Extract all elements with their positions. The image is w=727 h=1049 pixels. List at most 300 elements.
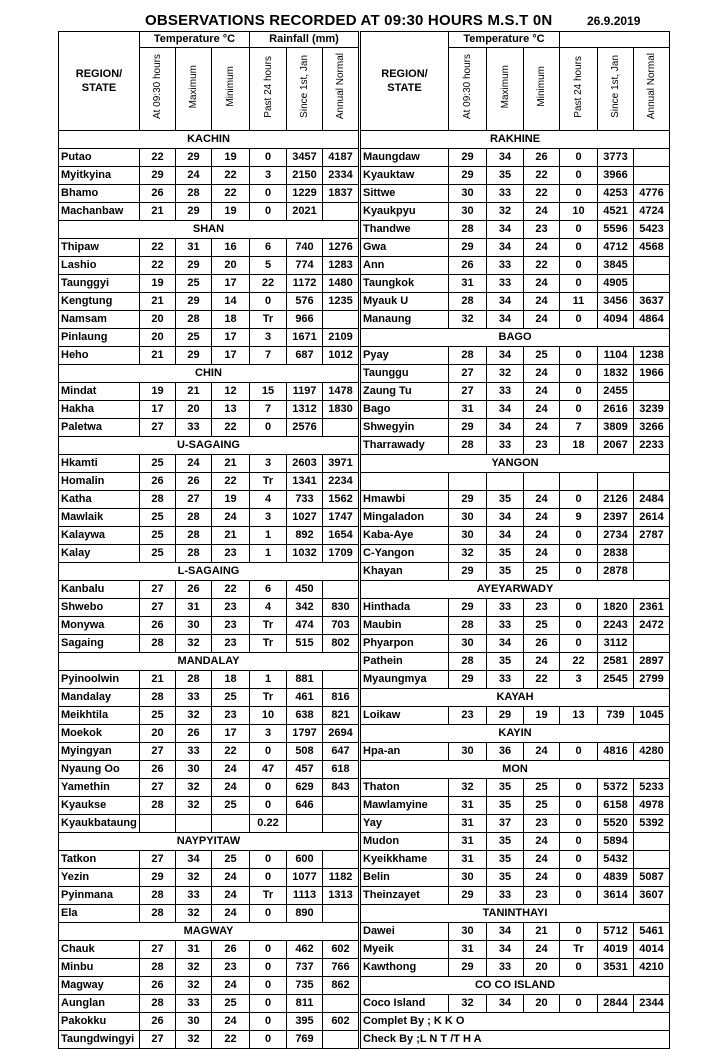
value-cell: 28 <box>449 347 487 365</box>
value-cell: 6158 <box>598 797 634 815</box>
value-cell: 2233 <box>634 437 670 455</box>
value-cell: 32 <box>487 203 524 221</box>
value-cell: 4864 <box>634 311 670 329</box>
value-cell: 24 <box>524 401 560 419</box>
station-name: Putao <box>59 149 140 167</box>
value-cell: 1032 <box>287 545 323 563</box>
value-cell: 862 <box>323 977 359 995</box>
column-header-label: At 09:30 hours <box>462 53 473 120</box>
value-cell: 28 <box>449 293 487 311</box>
value-cell: 33 <box>487 185 524 203</box>
station-name: Yamethin <box>59 779 140 797</box>
value-cell <box>323 797 359 815</box>
value-cell: 4724 <box>634 203 670 221</box>
value-cell: 26 <box>140 473 176 491</box>
station-name: Kawthong <box>361 959 449 977</box>
value-cell: 30 <box>176 617 212 635</box>
value-cell: 28 <box>140 887 176 905</box>
value-cell: 24 <box>524 311 560 329</box>
value-cell: 0 <box>250 203 287 221</box>
value-cell: 23 <box>212 707 250 725</box>
value-cell: 5372 <box>598 779 634 797</box>
value-cell: 31 <box>176 941 212 959</box>
table-row <box>59 383 670 401</box>
value-cell: 508 <box>287 743 323 761</box>
value-cell: 2484 <box>634 491 670 509</box>
value-cell: 0 <box>250 185 287 203</box>
table-row <box>59 671 670 689</box>
value-cell: 4253 <box>598 185 634 203</box>
value-cell: 32 <box>176 959 212 977</box>
table-row <box>59 275 670 293</box>
value-cell: 20 <box>140 311 176 329</box>
header-row-groups <box>59 32 670 48</box>
value-cell: 20 <box>140 725 176 743</box>
report-date: 26.9.2019 <box>587 14 641 28</box>
value-cell: 0 <box>250 869 287 887</box>
value-cell: Tr <box>250 617 287 635</box>
value-cell: 2472 <box>634 617 670 635</box>
station-name: Machanbaw <box>59 203 140 221</box>
value-cell: 33 <box>176 887 212 905</box>
table-row <box>59 761 670 779</box>
value-cell: 30 <box>449 185 487 203</box>
value-cell: 2021 <box>287 203 323 221</box>
station-name: Kyaukbataung <box>59 815 140 833</box>
value-cell: 0 <box>560 815 598 833</box>
value-cell: 28 <box>140 689 176 707</box>
value-cell: 28 <box>176 545 212 563</box>
value-cell: 24 <box>524 851 560 869</box>
value-cell: 0 <box>560 797 598 815</box>
table-row <box>59 239 670 257</box>
value-cell <box>323 671 359 689</box>
value-cell: Tr <box>560 941 598 959</box>
value-cell: 0 <box>560 167 598 185</box>
value-cell: 29 <box>176 293 212 311</box>
value-cell: 0 <box>560 959 598 977</box>
value-cell: 24 <box>212 887 250 905</box>
column-header-label: Minimum <box>225 66 236 107</box>
value-cell: 474 <box>287 617 323 635</box>
value-cell: 0 <box>560 383 598 401</box>
value-cell: 0 <box>250 293 287 311</box>
value-cell: 24 <box>524 239 560 257</box>
value-cell: 3 <box>250 455 287 473</box>
value-cell <box>487 473 524 491</box>
value-cell: 1197 <box>287 383 323 401</box>
station-name: Meikhtila <box>59 707 140 725</box>
value-cell: 618 <box>323 761 359 779</box>
value-cell: 646 <box>287 797 323 815</box>
value-cell: 1276 <box>323 239 359 257</box>
station-name: Mawlamyine <box>361 797 449 815</box>
value-cell: 32 <box>449 311 487 329</box>
value-cell: 25 <box>176 275 212 293</box>
table-row <box>59 545 670 563</box>
value-cell: 5392 <box>634 815 670 833</box>
station-name: Namsam <box>59 311 140 329</box>
column-header-label: Past 24 hours <box>262 55 274 118</box>
value-cell <box>634 833 670 851</box>
value-cell: 28 <box>176 311 212 329</box>
table-row <box>59 293 670 311</box>
value-cell: 34 <box>487 401 524 419</box>
value-cell: 33 <box>487 887 524 905</box>
value-cell: 22 <box>212 743 250 761</box>
value-cell: 0 <box>560 239 598 257</box>
value-cell: 2109 <box>323 329 359 347</box>
value-cell: 0 <box>560 563 598 581</box>
value-cell: 28 <box>140 635 176 653</box>
column-header <box>487 48 524 131</box>
station-name: Kalaywa <box>59 527 140 545</box>
value-cell: 20 <box>176 401 212 419</box>
value-cell: 17 <box>212 275 250 293</box>
table-row <box>59 455 670 473</box>
table-row <box>59 707 670 725</box>
region-header: REGION/ STATE <box>361 32 449 131</box>
section-header: L-SAGAING <box>59 563 359 581</box>
value-cell: 29 <box>449 599 487 617</box>
value-cell <box>140 815 176 833</box>
value-cell: 24 <box>176 455 212 473</box>
station-name: Sagaing <box>59 635 140 653</box>
station-name: Thipaw <box>59 239 140 257</box>
station-name: Dawei <box>361 923 449 941</box>
value-cell: 1478 <box>323 383 359 401</box>
value-cell: 25 <box>140 509 176 527</box>
value-cell: 576 <box>287 293 323 311</box>
value-cell: 22 <box>140 239 176 257</box>
value-cell: 35 <box>487 545 524 563</box>
section-header: AYEYARWADY <box>361 581 670 599</box>
station-name: Theinzayet <box>361 887 449 905</box>
station-name: Nyaung Oo <box>59 761 140 779</box>
section-header: BAGO <box>361 329 670 347</box>
column-header <box>560 48 598 131</box>
value-cell: 37 <box>487 815 524 833</box>
value-cell: 0 <box>560 221 598 239</box>
value-cell: 35 <box>487 491 524 509</box>
value-cell: 15 <box>250 383 287 401</box>
value-cell: 34 <box>487 923 524 941</box>
section-header: KACHIN <box>59 131 359 149</box>
value-cell: 28 <box>449 617 487 635</box>
value-cell: 0 <box>560 365 598 383</box>
value-cell: 4014 <box>634 941 670 959</box>
station-name: Pyinoolwin <box>59 671 140 689</box>
value-cell: 25 <box>212 851 250 869</box>
value-cell: 22 <box>212 419 250 437</box>
value-cell: 27 <box>449 383 487 401</box>
value-cell: 2361 <box>634 599 670 617</box>
station-name: Tharrawady <box>361 437 449 455</box>
station-name: Coco Island <box>361 995 449 1013</box>
value-cell: 5712 <box>598 923 634 941</box>
value-cell: 0 <box>250 851 287 869</box>
value-cell: 0 <box>250 149 287 167</box>
value-cell: 32 <box>176 905 212 923</box>
station-name: Myaungmya <box>361 671 449 689</box>
table-row <box>59 743 670 761</box>
station-name: Taungdwingyi <box>59 1031 140 1049</box>
value-cell: 395 <box>287 1013 323 1031</box>
report-title: OBSERVATIONS RECORDED AT 09:30 HOURS M.S.T 0N <box>145 12 553 29</box>
station-name: Lashio <box>59 257 140 275</box>
value-cell: 17 <box>212 347 250 365</box>
value-cell: 34 <box>487 995 524 1013</box>
value-cell: 18 <box>212 311 250 329</box>
value-cell: 892 <box>287 527 323 545</box>
table-row <box>59 959 670 977</box>
value-cell: 24 <box>212 869 250 887</box>
table-row <box>59 1031 670 1049</box>
value-cell: 29 <box>449 167 487 185</box>
value-cell: 0 <box>560 401 598 419</box>
value-cell: 0 <box>250 905 287 923</box>
section-header: YANGON <box>361 455 670 473</box>
value-cell: 20 <box>140 329 176 347</box>
value-cell: 0 <box>250 995 287 1013</box>
value-cell: 30 <box>449 509 487 527</box>
column-header <box>634 48 670 131</box>
value-cell: 21 <box>176 383 212 401</box>
table-row <box>59 1013 670 1031</box>
value-cell: 0 <box>250 977 287 995</box>
value-cell: 22 <box>140 257 176 275</box>
station-name: Maubin <box>361 617 449 635</box>
value-cell: 2897 <box>634 653 670 671</box>
column-header-label: Maximum <box>188 64 199 109</box>
value-cell: 24 <box>524 833 560 851</box>
table-row <box>59 527 670 545</box>
value-cell: 26 <box>176 473 212 491</box>
station-name: Minbu <box>59 959 140 977</box>
value-cell: 2234 <box>323 473 359 491</box>
station-name: Mudon <box>361 833 449 851</box>
table-row <box>59 563 670 581</box>
value-cell: 28 <box>176 527 212 545</box>
station-name: Monywa <box>59 617 140 635</box>
value-cell: 32 <box>176 977 212 995</box>
value-cell: 29 <box>449 887 487 905</box>
value-cell <box>634 545 670 563</box>
value-cell: 4521 <box>598 203 634 221</box>
station-name: Hakha <box>59 401 140 419</box>
value-cell <box>634 383 670 401</box>
section-header: MANDALAY <box>59 653 359 671</box>
value-cell: 3456 <box>598 293 634 311</box>
value-cell: 1027 <box>287 509 323 527</box>
station-name: Loikaw <box>361 707 449 725</box>
value-cell: 28 <box>140 959 176 977</box>
value-cell: 3 <box>250 509 287 527</box>
value-cell: 31 <box>449 851 487 869</box>
table-row <box>59 401 670 419</box>
value-cell: 0 <box>250 797 287 815</box>
value-cell: 1313 <box>323 887 359 905</box>
table-row <box>59 329 670 347</box>
value-cell: 1747 <box>323 509 359 527</box>
value-cell: 29 <box>176 347 212 365</box>
value-cell: 3966 <box>598 167 634 185</box>
value-cell: 0 <box>560 779 598 797</box>
value-cell: 1312 <box>287 401 323 419</box>
value-cell: 2799 <box>634 671 670 689</box>
value-cell: 29 <box>449 491 487 509</box>
value-cell: 7 <box>560 419 598 437</box>
value-cell: 35 <box>487 851 524 869</box>
value-cell: 0 <box>560 995 598 1013</box>
value-cell: 2243 <box>598 617 634 635</box>
value-cell: 5 <box>250 257 287 275</box>
value-cell: 24 <box>524 203 560 221</box>
station-name: Hinthada <box>361 599 449 617</box>
value-cell: 0 <box>560 743 598 761</box>
value-cell: 4568 <box>634 239 670 257</box>
station-name: Pathein <box>361 653 449 671</box>
section-header: RAKHINE <box>361 131 670 149</box>
value-cell: 2787 <box>634 527 670 545</box>
value-cell: 27 <box>140 419 176 437</box>
value-cell <box>323 1031 359 1049</box>
value-cell: 24 <box>524 365 560 383</box>
value-cell: 28 <box>140 995 176 1013</box>
value-cell: 31 <box>449 833 487 851</box>
value-cell: 32 <box>449 545 487 563</box>
station-name: Phyarpon <box>361 635 449 653</box>
value-cell: 47 <box>250 761 287 779</box>
value-cell: 21 <box>140 203 176 221</box>
value-cell: 31 <box>449 797 487 815</box>
value-cell: 25 <box>140 455 176 473</box>
value-cell: 25 <box>524 779 560 797</box>
value-cell: 4978 <box>634 797 670 815</box>
value-cell: 23 <box>449 707 487 725</box>
value-cell: 23 <box>524 815 560 833</box>
table-row <box>59 473 670 491</box>
value-cell: 22 <box>212 167 250 185</box>
value-cell: 0 <box>250 743 287 761</box>
station-name: Maungdaw <box>361 149 449 167</box>
value-cell: 4210 <box>634 959 670 977</box>
station-name: Manaung <box>361 311 449 329</box>
value-cell: 30 <box>449 923 487 941</box>
value-cell: 0 <box>560 617 598 635</box>
value-cell: 21 <box>140 671 176 689</box>
value-cell: 802 <box>323 635 359 653</box>
table-row <box>59 365 670 383</box>
value-cell: 0.22 <box>250 815 287 833</box>
value-cell: 24 <box>524 869 560 887</box>
station-name: Myitkyina <box>59 167 140 185</box>
section-header: CO CO ISLAND <box>361 977 670 995</box>
value-cell: Tr <box>250 689 287 707</box>
value-cell <box>323 815 359 833</box>
value-cell <box>323 995 359 1013</box>
value-cell: 2878 <box>598 563 634 581</box>
value-cell: 461 <box>287 689 323 707</box>
station-name: Thaton <box>361 779 449 797</box>
value-cell <box>598 473 634 491</box>
value-cell: 29 <box>140 167 176 185</box>
section-header: KAYAH <box>361 689 670 707</box>
value-cell: 21 <box>140 293 176 311</box>
station-name <box>361 473 449 491</box>
value-cell: 2126 <box>598 491 634 509</box>
value-cell: Tr <box>250 311 287 329</box>
station-name: Kyauktaw <box>361 167 449 185</box>
value-cell: 21 <box>212 527 250 545</box>
column-header-label: Past 24 hours <box>573 55 584 118</box>
value-cell: 3 <box>250 167 287 185</box>
column-header-label: Maximum <box>499 64 511 109</box>
value-cell: 4839 <box>598 869 634 887</box>
value-cell: 2603 <box>287 455 323 473</box>
station-name: Kyaukpyu <box>361 203 449 221</box>
station-name: Taunggyi <box>59 275 140 293</box>
value-cell: 23 <box>524 437 560 455</box>
value-cell: 1562 <box>323 491 359 509</box>
station-name: Tatkon <box>59 851 140 869</box>
value-cell: Tr <box>250 473 287 491</box>
value-cell: 0 <box>560 491 598 509</box>
table-row <box>59 437 670 455</box>
value-cell: 1832 <box>598 365 634 383</box>
value-cell: 22 <box>212 1031 250 1049</box>
value-cell: 32 <box>176 1031 212 1049</box>
station-name: C-Yangon <box>361 545 449 563</box>
value-cell: 24 <box>524 419 560 437</box>
value-cell: 22 <box>212 581 250 599</box>
value-cell: 29 <box>449 419 487 437</box>
value-cell: 23 <box>212 959 250 977</box>
value-cell: 5423 <box>634 221 670 239</box>
value-cell: 1104 <box>598 347 634 365</box>
table-row <box>59 851 670 869</box>
value-cell: 0 <box>560 833 598 851</box>
value-cell: 29 <box>176 203 212 221</box>
value-cell: 0 <box>560 635 598 653</box>
value-cell: 600 <box>287 851 323 869</box>
section-header: NAYPYITAW <box>59 833 359 851</box>
value-cell: 25 <box>176 329 212 347</box>
value-cell <box>323 419 359 437</box>
value-cell: 1283 <box>323 257 359 275</box>
table-row <box>59 941 670 959</box>
value-cell: 27 <box>140 581 176 599</box>
station-name: Mindat <box>59 383 140 401</box>
column-header-label: Since 1st, Jan <box>299 55 310 118</box>
station-name: Kaba-Aye <box>361 527 449 545</box>
section-header: TANINTHAYI <box>361 905 670 923</box>
value-cell <box>634 149 670 167</box>
value-cell: 31 <box>449 815 487 833</box>
value-cell: 24 <box>524 509 560 527</box>
value-cell: 24 <box>524 293 560 311</box>
value-cell: 33 <box>176 419 212 437</box>
temperature-header: Temperature °C <box>449 32 560 48</box>
value-cell: 30 <box>449 635 487 653</box>
value-cell: 13 <box>560 707 598 725</box>
value-cell: 629 <box>287 779 323 797</box>
value-cell: 602 <box>323 941 359 959</box>
value-cell: 34 <box>487 239 524 257</box>
value-cell: 17 <box>212 329 250 347</box>
value-cell: 27 <box>140 941 176 959</box>
value-cell: 24 <box>212 1013 250 1031</box>
